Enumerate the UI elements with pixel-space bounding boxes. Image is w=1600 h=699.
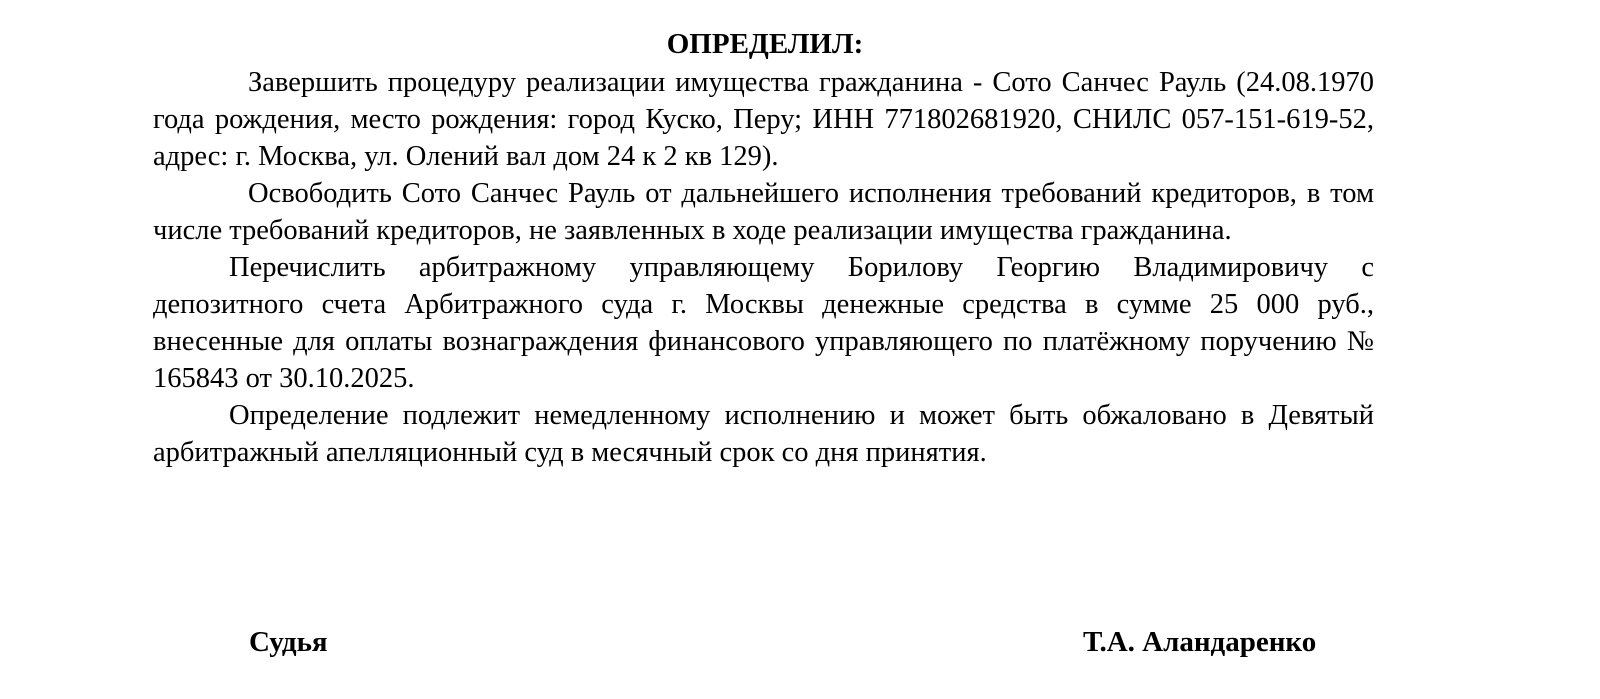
signature-name: Т.А. Аландаренко	[1083, 626, 1317, 658]
paragraph-complete-procedure: Завершить процедуру реализации имущества гражданина - Сото Санчес Рауль (24.08.1970 года рождения, место рождения: город Куско, Перу; ИНН 771802681920, СНИЛС 057-151-619-52, адрес: г. Москва, ул. Олений вал дом 24 к 2 кв 129).	[153, 67, 1374, 172]
document-body	[153, 64, 1374, 471]
paragraph-release-obligations: Освободить Сото Санчес Рауль от дальнейшего исполнения требований кредиторов, в том числе требований кредиторов, не заявленных в ходе реализации имущества гражданина.	[153, 178, 1374, 246]
paragraph-appeal-notice: Определение подлежит немедленному исполнению и может быть обжаловано в Девятый арбитражный апелляционный суд в месячный срок со дня принятия.	[153, 400, 1374, 468]
signature-title: Судья	[249, 626, 328, 658]
document-heading: ОПРЕДЕЛИЛ:	[666, 28, 864, 60]
paragraph-transfer-funds: Перечислить арбитражному управляющему Борилову Георгию Владимировичу с депозитного счета Арбитражного суда г. Москвы денежные средства в сумме 25 000 руб., внесенные для оплаты вознаграждения финансового управляющего по платёжному поручению № 165843 от 30.10.2025.	[153, 252, 1374, 394]
